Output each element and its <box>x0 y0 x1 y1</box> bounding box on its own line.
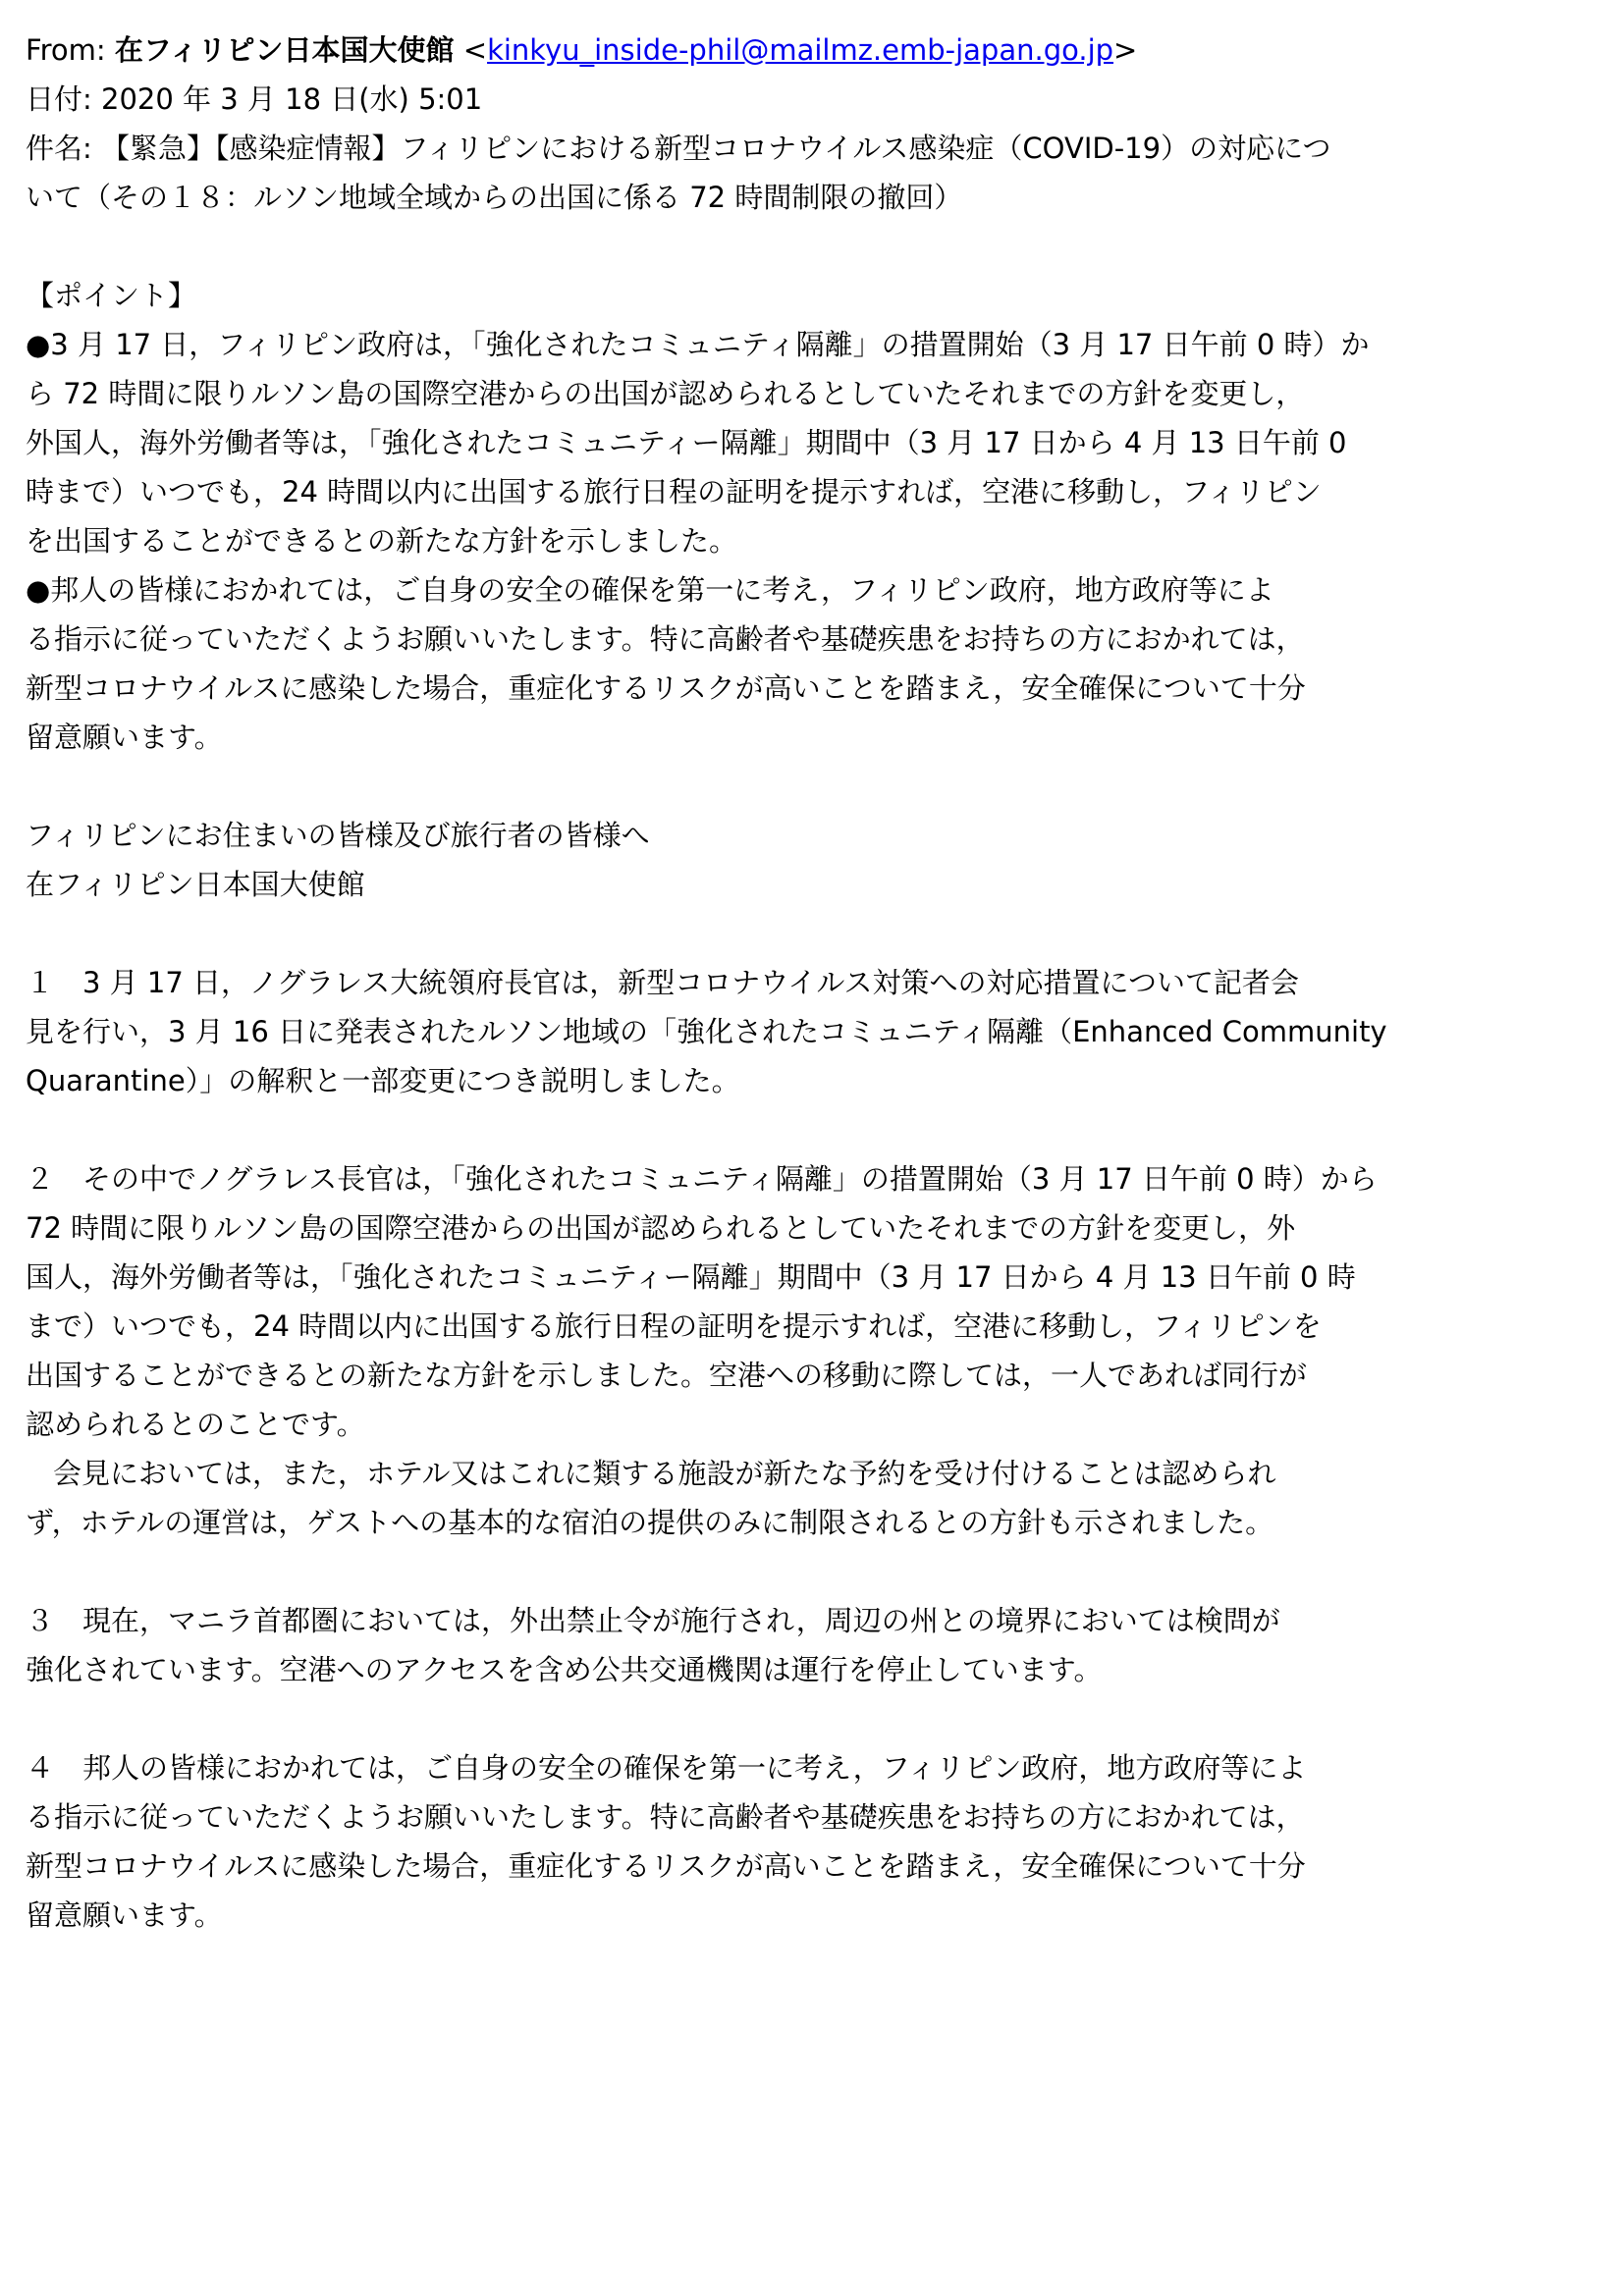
section-4-line: る指示に従っていただくようお願いいたします。特に高齢者や基礎疾患をお持ちの方におかれては， <box>26 1800 1305 1834</box>
section-4-line: 留意願います。 <box>26 1898 223 1932</box>
spacer <box>26 762 1420 811</box>
points-line: 留意願います。 <box>26 721 223 754</box>
from-label: From: <box>26 33 106 67</box>
points-line: を出国することができるとの新たな方針を示しました。 <box>26 524 738 558</box>
points-line: ●3 月 17 日，フィリピン政府は，「強化されたコミュニティ隔離」の措置開始（3 月 17 日午前 0 時）か <box>26 328 1370 361</box>
section-3-line: 強化されています。空港へのアクセスを含め公共交通機関は運行を停止しています。 <box>26 1653 1103 1686</box>
points-line: 外国人，海外労働者等は，「強化されたコミュニティー隔離」期間中（3 月 17 日から 4 月 13 日午前 0 <box>26 426 1347 459</box>
points-heading: 【ポイント】 <box>26 279 197 312</box>
section-1-line: １ 3 月 17 日，ノグラレス大統領府長官は，新型コロナウイルス対策への対応措置について記者会 <box>26 966 1299 999</box>
spacer <box>26 1547 1420 1596</box>
subject-line-1: 件名: 【緊急】【感染症情報】フィリピンにおける新型コロナウイルス感染症（COVID-19）の対応につ <box>26 132 1331 165</box>
section-4-line: ４ 邦人の皆様におかれては，ご自身の安全の確保を第一に考え，フィリピン政府，地方政府等によ <box>26 1751 1307 1785</box>
section-4-line: 新型コロナウイルスに感染した場合，重症化するリスクが高いことを踏まえ，安全確保について十分 <box>26 1849 1306 1883</box>
section-2-line: 会見においては，また，ホテル又はこれに類する施設が新たな予約を受け付けることは認められ <box>53 1457 1276 1490</box>
date-line: 日付: 2020 年 3 月 18 日(水) 5:01 <box>26 82 483 116</box>
section-2-line: 72 時間に限りルソン島の国際空港からの出国が認められるとしていたそれまでの方針を変更し，外 <box>26 1211 1296 1245</box>
points-line: る指示に従っていただくようお願いいたします。特に高齢者や基礎疾患をお持ちの方におかれては， <box>26 622 1305 656</box>
section-2-line: 認められるとのことです。 <box>26 1408 365 1441</box>
section-2-line: 国人，海外労働者等は，「強化されたコミュニティー隔離」期間中（3 月 17 日から 4 月 13 日午前 0 時 <box>26 1260 1356 1294</box>
spacer <box>26 1105 1420 1154</box>
points-line: ら 72 時間に限りルソン島の国際空港からの出国が認められるとしていたそれまでの方針を変更し， <box>26 377 1305 410</box>
email-close-bracket: > <box>1113 33 1138 67</box>
subject-line-2: いて（その１８：ルソン地域全域からの出国に係る 72 時間制限の撤回） <box>26 181 963 214</box>
spacer <box>26 909 1420 958</box>
greeting-sender: 在フィリピン日本国大使館 <box>26 868 365 901</box>
section-2-line: ず，ホテルの運営は，ゲストへの基本的な宿泊の提供のみに制限されるとの方針も示されました。 <box>26 1506 1274 1539</box>
sender-email-link[interactable]: kinkyu_inside-phil@mailmz.emb-japan.go.jp <box>487 33 1114 67</box>
spacer <box>26 1694 1420 1743</box>
section-2-line: ２ その中でノグラレス長官は，「強化されたコミュニティ隔離」の措置開始（3 月 17 日午前 0 時）から <box>26 1162 1378 1196</box>
from-line <box>26 26 1420 75</box>
section-3-line: ３ 現在，マニラ首都圏においては，外出禁止令が施行され，周辺の州との境界においては検問が <box>26 1604 1280 1637</box>
points-line: ●邦人の皆様におかれては，ご自身の安全の確保を第一に考え，フィリピン政府，地方政府等によ <box>26 573 1274 607</box>
section-1-line: Quarantine）」の解釈と一部変更につき説明しました。 <box>26 1064 740 1097</box>
greeting-line: フィリピンにお住まいの皆様及び旅行者の皆様へ <box>26 819 650 852</box>
section-1-line: 見を行い，3 月 16 日に発表されたルソン地域の「強化されたコミュニティ隔離（Enhanced Community <box>26 1015 1387 1048</box>
section-2-line: まで）いつでも，24 時間以内に出国する旅行日程の証明を提示すれば，空港に移動し，フィリピンを <box>26 1309 1322 1343</box>
email-open-bracket: < <box>462 33 488 67</box>
sender-name: 在フィリピン日本国大使館 <box>114 33 455 67</box>
spacer <box>26 222 1420 271</box>
points-line: 時まで）いつでも，24 時間以内に出国する旅行日程の証明を提示すれば，空港に移動し，フィリピン <box>26 475 1322 508</box>
email-document <box>26 26 1420 1940</box>
points-line: 新型コロナウイルスに感染した場合，重症化するリスクが高いことを踏まえ，安全確保について十分 <box>26 671 1306 705</box>
section-2-line: 出国することができるとの新たな方針を示しました。空港への移動に際しては，一人であれば同行が <box>26 1359 1308 1392</box>
